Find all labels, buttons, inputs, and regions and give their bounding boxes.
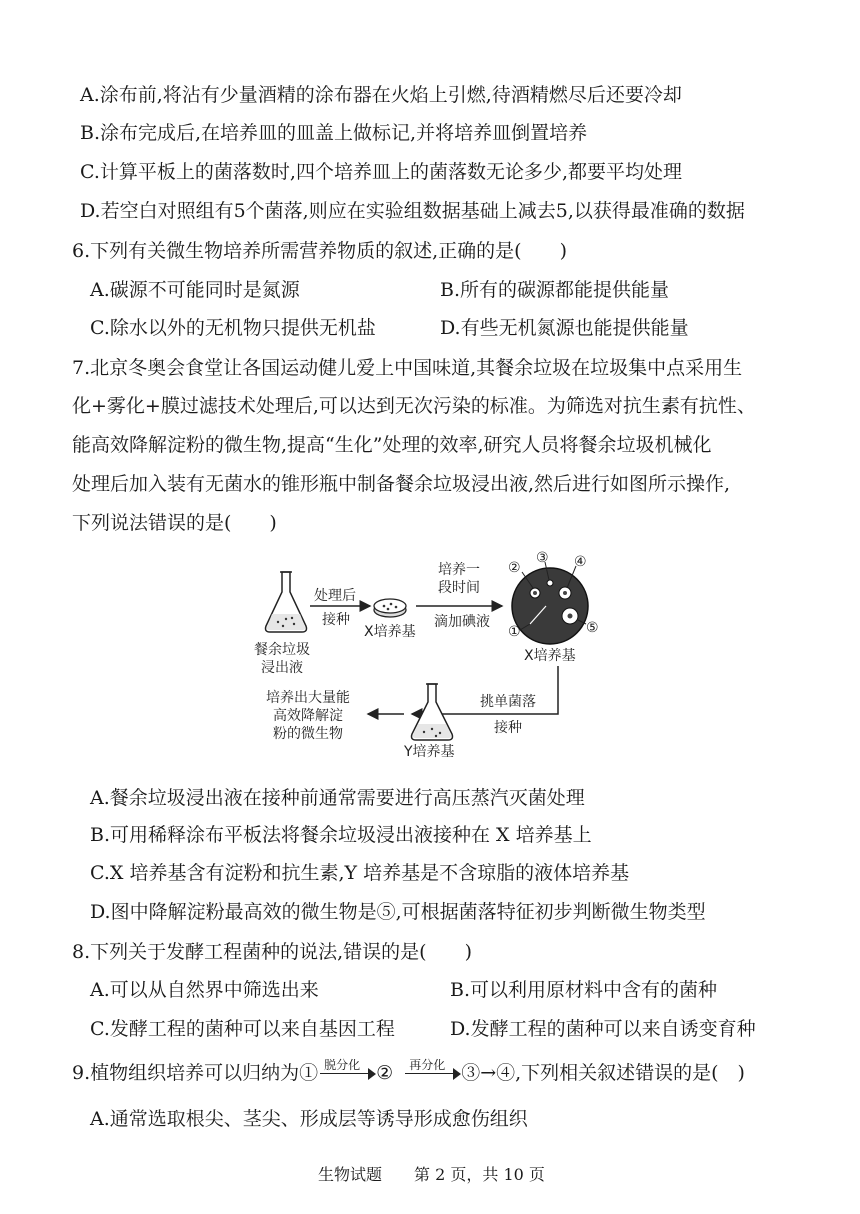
colony-label-3: ③ (536, 550, 549, 566)
q8-option-b: B.可以利用原材料中含有的菌种 (450, 979, 718, 1001)
arrow-2-bottom-label: 滴加碘液 (434, 614, 490, 630)
q7-stem-line-1: 7.北京冬奥会食堂让各国运动健儿爱上中国味道,其餐余垃圾在垃圾集中点采用生 (72, 357, 743, 379)
q9-stem (72, 1060, 745, 1086)
q6-option-d: D.有些无机氮源也能提供能量 (440, 317, 689, 339)
q7-stem-line-4: 处理后加入装有无菌水的锥形瓶中制备餐余垃圾浸出液,然后进行如图所示操作, (72, 473, 731, 495)
q7-stem-line-2: 化+雾化+膜过滤技术处理后,可以达到无次污染的标准。为筛选对抗生素有抗性、 (72, 395, 756, 417)
q7-option-a: A.餐余垃圾浸出液在接种前通常需要进行高压蒸汽灭菌处理 (90, 787, 585, 809)
colony-label-2: ② (508, 560, 521, 576)
q9-stem-suffix: ③→④,下列相关叙述错误的是( ) (461, 1062, 745, 1084)
q9-option-a: A.通常选取根尖、茎尖、形成层等诱导形成愈伤组织 (90, 1108, 528, 1130)
arrow-2-top-label-1: 培养一 (438, 562, 480, 578)
q9-stem-prefix: 9.植物组织培养可以归纳为① (72, 1062, 319, 1084)
arrow-3-top-label: 挑单菌落 (480, 694, 536, 710)
q8-option-d: D.发酵工程的菌种可以来自诱变育种 (450, 1018, 756, 1040)
q9-arrow-1-head (368, 1068, 376, 1080)
q8-stem: 8.下列关于发酵工程菌种的说法,错误的是( ) (72, 941, 472, 963)
flask-2-label: Y培养基 (404, 744, 455, 760)
arrow-1-bottom-label: 接种 (322, 612, 350, 628)
q8-option-c: C.发酵工程的菌种可以来自基因工程 (90, 1018, 395, 1040)
result-label-3: 粉的微生物 (273, 726, 343, 742)
q5-option-b: B.涂布完成后,在培养皿的皿盖上做标记,并将培养皿倒置培养 (80, 122, 588, 144)
arrow-3-bottom-label: 接种 (494, 720, 522, 736)
q7-stem-line-3: 能高效降解淀粉的微生物,提高“生化”处理的效率,研究人员将餐余垃圾机械化 (72, 434, 712, 456)
q9-arrow-2 (403, 1058, 461, 1084)
q9-arrow-1-label: 脱分化 (324, 1058, 361, 1072)
q9-arrow-1-line (320, 1073, 372, 1074)
q7-stem-line-5: 下列说法错误的是( ) (72, 512, 277, 534)
result-label-1: 培养出大量能 (266, 690, 350, 706)
q9-arrow-1 (318, 1058, 376, 1084)
flask-1-icon (266, 572, 307, 632)
q9-arrow-2-label: 再分化 (409, 1058, 446, 1072)
dish-1-label: X培养基 (364, 624, 416, 640)
q5-option-a: A.涂布前,将沾有少量酒精的涂布器在火焰上引燃,待酒精燃尽后还要冷却 (80, 84, 682, 106)
arrow-1-top-label: 处理后 (314, 588, 356, 604)
q6-option-a: A.碳源不可能同时是氮源 (90, 279, 300, 301)
flask-2-icon (412, 684, 453, 740)
page-footer: 生物试题 第 2 页，共 10 页 (318, 1165, 545, 1184)
q9-arrow-2-line (405, 1073, 457, 1074)
dish-2-label: X培养基 (524, 648, 576, 664)
flask-1-label-2: 浸出液 (261, 660, 303, 676)
petri-dish-1-icon (374, 599, 406, 617)
result-label-2: 高效降解淀 (273, 708, 343, 724)
q7-option-d: D.图中降解淀粉最高效的微生物是⑤,可根据菌落特征初步判断微生物类型 (90, 901, 706, 923)
flask-1-label-1: 餐余垃圾 (254, 642, 310, 658)
arrow-2-top-label-2: 段时间 (438, 580, 480, 596)
q7-option-b: B.可用稀释涂布平板法将餐余垃圾浸出液接种在 X 培养基上 (90, 824, 592, 846)
q9-stem-mid: ② (376, 1062, 394, 1084)
q7-option-c: C.X 培养基含有淀粉和抗生素,Y 培养基是不含琼脂的液体培养基 (90, 862, 630, 884)
q5-option-c: C.计算平板上的菌落数时,四个培养皿上的菌落数无论多少,都要平均处理 (80, 161, 682, 183)
q9-arrow-2-head (453, 1068, 461, 1080)
colony-label-5: ⑤ (586, 620, 599, 636)
q8-option-a: A.可以从自然界中筛选出来 (90, 979, 319, 1001)
colony-label-1: ① (508, 624, 521, 640)
q6-stem: 6.下列有关微生物培养所需营养物质的叙述,正确的是( ) (72, 240, 567, 262)
colony-label-4: ④ (574, 554, 587, 570)
q6-option-b: B.所有的碳源都能提供能量 (440, 279, 670, 301)
q7-figure (240, 548, 620, 763)
q5-option-d: D.若空白对照组有5个菌落,则应在实验组数据基础上减去5,以获得最准确的数据 (80, 200, 745, 222)
petri-dish-2-icon (512, 568, 588, 644)
q6-option-c: C.除水以外的无机物只提供无机盐 (90, 317, 376, 339)
